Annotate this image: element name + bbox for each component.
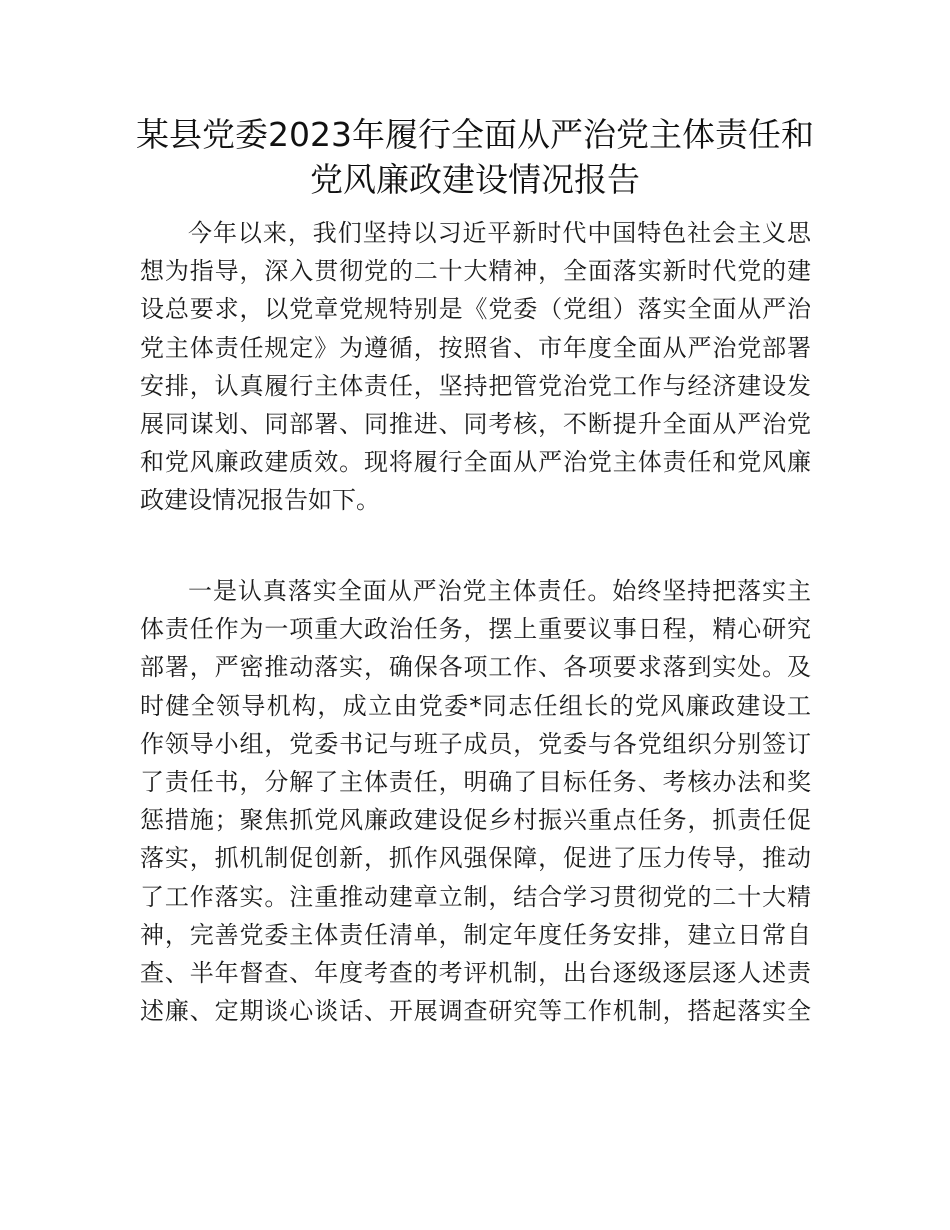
paragraph-line: 展同谋划、同部署、同推进、同考核，不断提升全面从严治党 [140, 409, 811, 438]
paragraph-line: 想为指导，深入贯彻党的二十大精神，全面落实新时代党的建 [140, 257, 811, 286]
paragraph-line: 和党风廉政建质效。现将履行全面从严治党主体责任和党风廉 [140, 448, 811, 477]
paragraph-line: 神，完善党委主体责任清单，制定年度任务安排，建立日常自 [140, 920, 811, 949]
paragraph-intro [140, 214, 811, 520]
paragraph-line: 安排，认真履行主体责任，坚持把管党治党工作与经济建设发 [140, 371, 811, 400]
paragraph-line: 了工作落实。注重推动建章立制，结合学习贯彻党的二十大精 [140, 882, 811, 911]
paragraph-section-one [140, 572, 811, 1030]
paragraph-line: 查、半年督查、年度考查的考评机制，出台逐级逐层逐人述责 [140, 958, 811, 987]
paragraph-line: 政建设情况报告如下。 [140, 486, 380, 515]
title-line-2: 党风廉政建设情况报告 [310, 160, 640, 199]
paragraph-line: 设总要求，以党章党规特别是《党委（党组）落实全面从严治 [140, 295, 811, 324]
paragraph-line: 党主体责任规定》为遵循，按照省、市年度全面从严治党部署 [140, 333, 811, 362]
paragraph-line: 体责任作为一项重大政治任务，摆上重要议事日程，精心研究 [140, 615, 811, 644]
paragraph-line: 今年以来，我们坚持以习近平新时代中国特色社会主义思 [188, 219, 811, 247]
paragraph-line: 一是认真落实全面从严治党主体责任。始终坚持把落实主 [188, 577, 811, 605]
paragraph-line: 述廉、定期谈心谈话、开展调查研究等工作机制，搭起落实全 [140, 997, 811, 1026]
paragraph-line: 作领导小组，党委书记与班子成员，党委与各党组织分别签订 [140, 729, 811, 758]
paragraph-line: 时健全领导机构，成立由党委*同志任组长的党风廉政建设工 [140, 691, 811, 720]
paragraph-line: 部署，严密推动落实，确保各项工作、各项要求落到实处。及 [140, 653, 811, 682]
title-line-1: 某县党委2023年履行全面从严治党主体责任和 [136, 115, 814, 154]
paragraph-line: 了责任书，分解了主体责任，明确了目标任务、考核办法和奖 [140, 767, 811, 796]
document-title [120, 112, 830, 202]
paragraph-line: 惩措施；聚焦抓党风廉政建设促乡村振兴重点任务，抓责任促 [140, 806, 811, 835]
paragraph-line: 落实，抓机制促创新，抓作风强保障，促进了压力传导，推动 [140, 844, 811, 873]
